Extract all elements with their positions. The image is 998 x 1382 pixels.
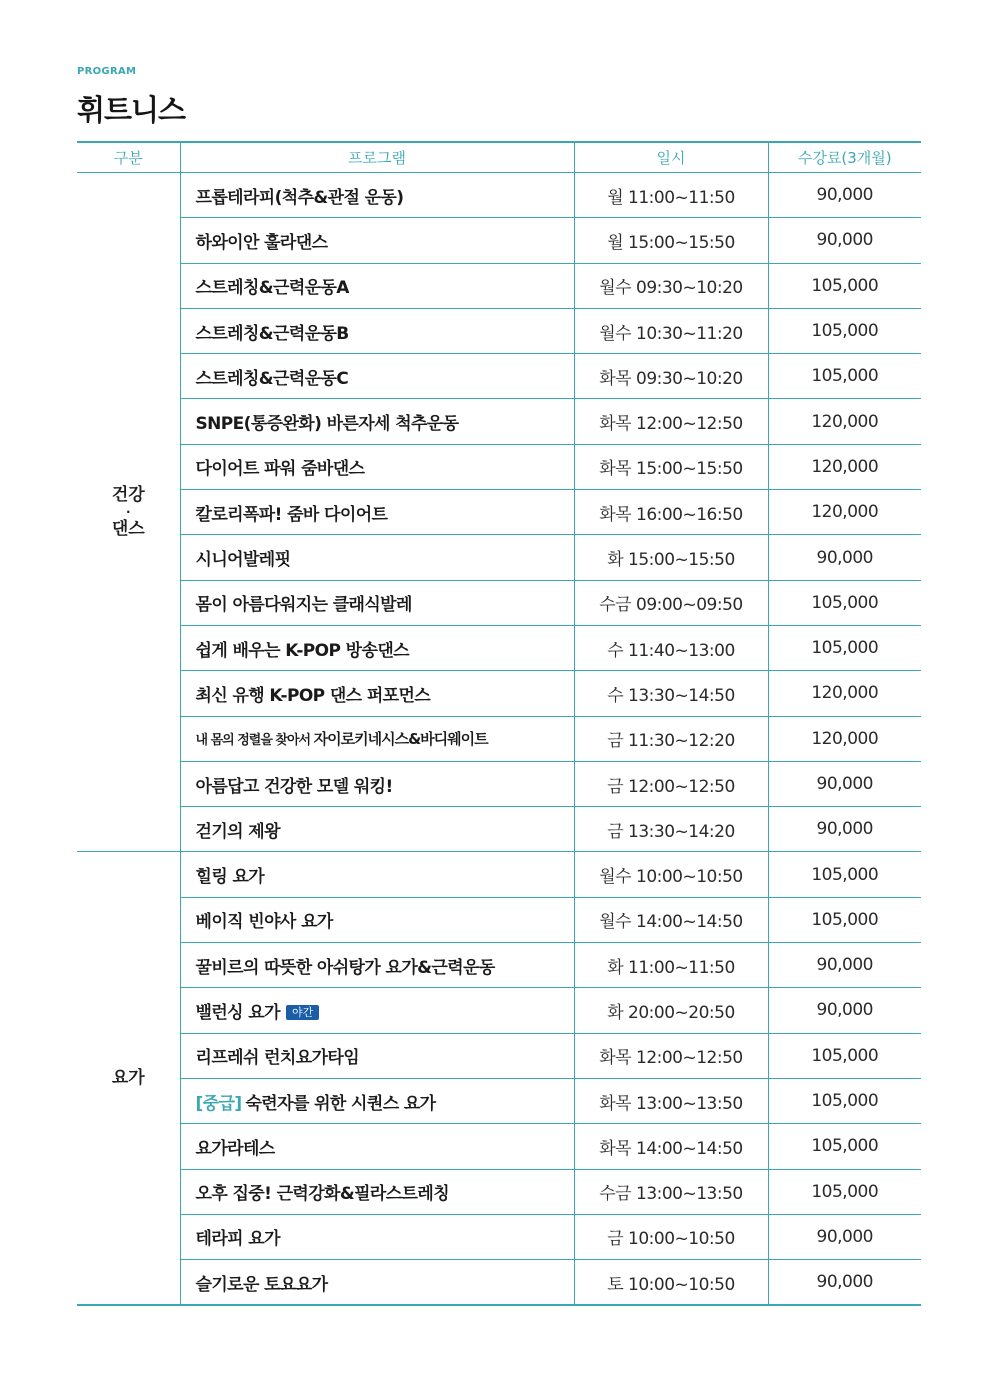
table-row (77, 1033, 921, 1078)
program-fee: 90,000 (768, 1260, 921, 1306)
program-fee: 90,000 (768, 761, 921, 806)
program-name-cell (180, 716, 574, 761)
program-fee: 120,000 (768, 490, 921, 535)
program-fee: 105,000 (768, 354, 921, 399)
program-schedule: 금 11:30~12:20 (574, 716, 768, 761)
program-fee: 90,000 (768, 807, 921, 852)
program-schedule: 화목 15:00~15:50 (574, 444, 768, 489)
program-fee: 90,000 (768, 1214, 921, 1259)
program-schedule: 월수 10:00~10:50 (574, 852, 768, 897)
category-label: 댄스 (111, 518, 145, 539)
program-schedule: 월 15:00~15:50 (574, 218, 768, 263)
program-fee: 105,000 (768, 1124, 921, 1169)
program-name: 숙련자를 위한 시퀀스 요가 (245, 1093, 436, 1114)
program-name: SNPE(통증완화) 바른자세 척추운동 (180, 399, 574, 444)
program-schedule: 토 10:00~10:50 (574, 1260, 768, 1306)
program-name: 쉽게 배우는 K-POP 방송댄스 (180, 625, 574, 670)
program-name-cell (180, 1078, 574, 1123)
table-row (77, 988, 921, 1033)
program-schedule: 화 15:00~15:50 (574, 535, 768, 580)
table-row (77, 807, 921, 852)
category-health-dance (77, 173, 180, 852)
program-fee: 120,000 (768, 444, 921, 489)
program-fee: 105,000 (768, 897, 921, 942)
program-fee: 105,000 (768, 1078, 921, 1123)
table-row (77, 671, 921, 716)
program-schedule: 금 12:00~12:50 (574, 761, 768, 806)
program-name: 리프레쉬 런치요가타임 (180, 1033, 574, 1078)
program-name: 하와이안 훌라댄스 (180, 218, 574, 263)
table-row (77, 1214, 921, 1259)
program-schedule: 화목 16:00~16:50 (574, 490, 768, 535)
column-header-schedule: 일시 (574, 142, 768, 173)
program-schedule: 수금 09:00~09:50 (574, 580, 768, 625)
table-row (77, 399, 921, 444)
table-row (77, 1169, 921, 1214)
table-row (77, 444, 921, 489)
program-name: 자이로키네시스&바디웨이트 (313, 730, 488, 749)
category-separator: · (125, 504, 131, 519)
program-fee: 120,000 (768, 399, 921, 444)
table-row (77, 263, 921, 308)
table-row (77, 490, 921, 535)
program-name: 최신 유행 K-POP 댄스 퍼포먼스 (180, 671, 574, 716)
program-schedule: 월수 14:00~14:50 (574, 897, 768, 942)
program-schedule: 화목 12:00~12:50 (574, 1033, 768, 1078)
table-row (77, 580, 921, 625)
table-row (77, 308, 921, 353)
program-fee: 105,000 (768, 308, 921, 353)
program-schedule: 수 11:40~13:00 (574, 625, 768, 670)
program-schedule: 화 20:00~20:50 (574, 988, 768, 1033)
program-name: 스트레칭&근력운동B (180, 308, 574, 353)
section-eyebrow: PROGRAM (77, 66, 137, 77)
program-schedule: 화목 13:00~13:50 (574, 1078, 768, 1123)
page-title: 휘트니스 (77, 93, 186, 127)
program-schedule: 월수 09:30~10:20 (574, 263, 768, 308)
program-name: 힐링 요가 (180, 852, 574, 897)
level-badge: [중급] (195, 1093, 242, 1114)
program-fee: 90,000 (768, 988, 921, 1033)
category-yoga (77, 852, 180, 1305)
column-header-fee: 수강료(3개월) (768, 142, 921, 173)
program-name: 꿀비르의 따뜻한 아쉬탕가 요가&근력운동 (180, 943, 574, 988)
table-row (77, 535, 921, 580)
program-name: 요가라테스 (180, 1124, 574, 1169)
program-name: 스트레칭&근력운동A (180, 263, 574, 308)
program-name: 칼로리폭파! 줌바 다이어트 (180, 490, 574, 535)
program-schedule: 수 13:30~14:50 (574, 671, 768, 716)
table-row (77, 625, 921, 670)
table-row (77, 218, 921, 263)
program-fee: 105,000 (768, 263, 921, 308)
program-fee: 90,000 (768, 535, 921, 580)
table-header-row (77, 142, 921, 173)
program-name: 걷기의 제왕 (180, 807, 574, 852)
table-row (77, 716, 921, 761)
program-name: 스트레칭&근력운동C (180, 354, 574, 399)
program-fee: 105,000 (768, 625, 921, 670)
column-header-program: 프로그램 (180, 142, 574, 173)
program-schedule: 금 13:30~14:20 (574, 807, 768, 852)
program-schedule: 월수 10:30~11:20 (574, 308, 768, 353)
program-name: 다이어트 파워 줌바댄스 (180, 444, 574, 489)
category-label: 건강 (111, 484, 145, 505)
night-badge: 야간 (286, 1005, 319, 1020)
table-row (77, 1260, 921, 1306)
program-name-prefix: 내 몸의 정렬을 찾아서 (195, 733, 314, 749)
program-name: 아름답고 건강한 모델 워킹! (180, 761, 574, 806)
program-fee: 105,000 (768, 852, 921, 897)
program-name-cell (180, 988, 574, 1033)
program-name: 베이직 빈야사 요가 (180, 897, 574, 942)
program-name: 프롭테라피(척추&관절 운동) (180, 173, 574, 218)
program-schedule: 화목 09:30~10:20 (574, 354, 768, 399)
program-schedule-table (77, 141, 921, 1306)
program-name: 슬기로운 토요요가 (180, 1260, 574, 1306)
table-row (77, 173, 921, 218)
program-fee: 105,000 (768, 580, 921, 625)
program-schedule: 화목 14:00~14:50 (574, 1124, 768, 1169)
program-name: 시니어발레핏 (180, 535, 574, 580)
program-schedule: 수금 13:00~13:50 (574, 1169, 768, 1214)
category-label: 요가 (111, 1067, 145, 1088)
program-name: 몸이 아름다워지는 클래식발레 (180, 580, 574, 625)
program-schedule: 화 11:00~11:50 (574, 943, 768, 988)
table-row (77, 761, 921, 806)
program-name: 테라피 요가 (180, 1214, 574, 1259)
program-schedule: 월 11:00~11:50 (574, 173, 768, 218)
table-row (77, 852, 921, 897)
program-fee: 105,000 (768, 1033, 921, 1078)
program-fee: 90,000 (768, 218, 921, 263)
program-fee: 120,000 (768, 671, 921, 716)
table-row (77, 1124, 921, 1169)
program-fee: 90,000 (768, 173, 921, 218)
column-header-category: 구분 (77, 142, 180, 173)
table-row (77, 943, 921, 988)
program-name: 오후 집중! 근력강화&필라스트레칭 (180, 1169, 574, 1214)
program-schedule: 금 10:00~10:50 (574, 1214, 768, 1259)
program-fee: 120,000 (768, 716, 921, 761)
table-row (77, 1078, 921, 1123)
program-fee: 90,000 (768, 943, 921, 988)
table-row (77, 897, 921, 942)
table-row (77, 354, 921, 399)
program-fee: 105,000 (768, 1169, 921, 1214)
program-schedule: 화목 12:00~12:50 (574, 399, 768, 444)
program-name: 밸런싱 요가 (195, 1002, 280, 1023)
